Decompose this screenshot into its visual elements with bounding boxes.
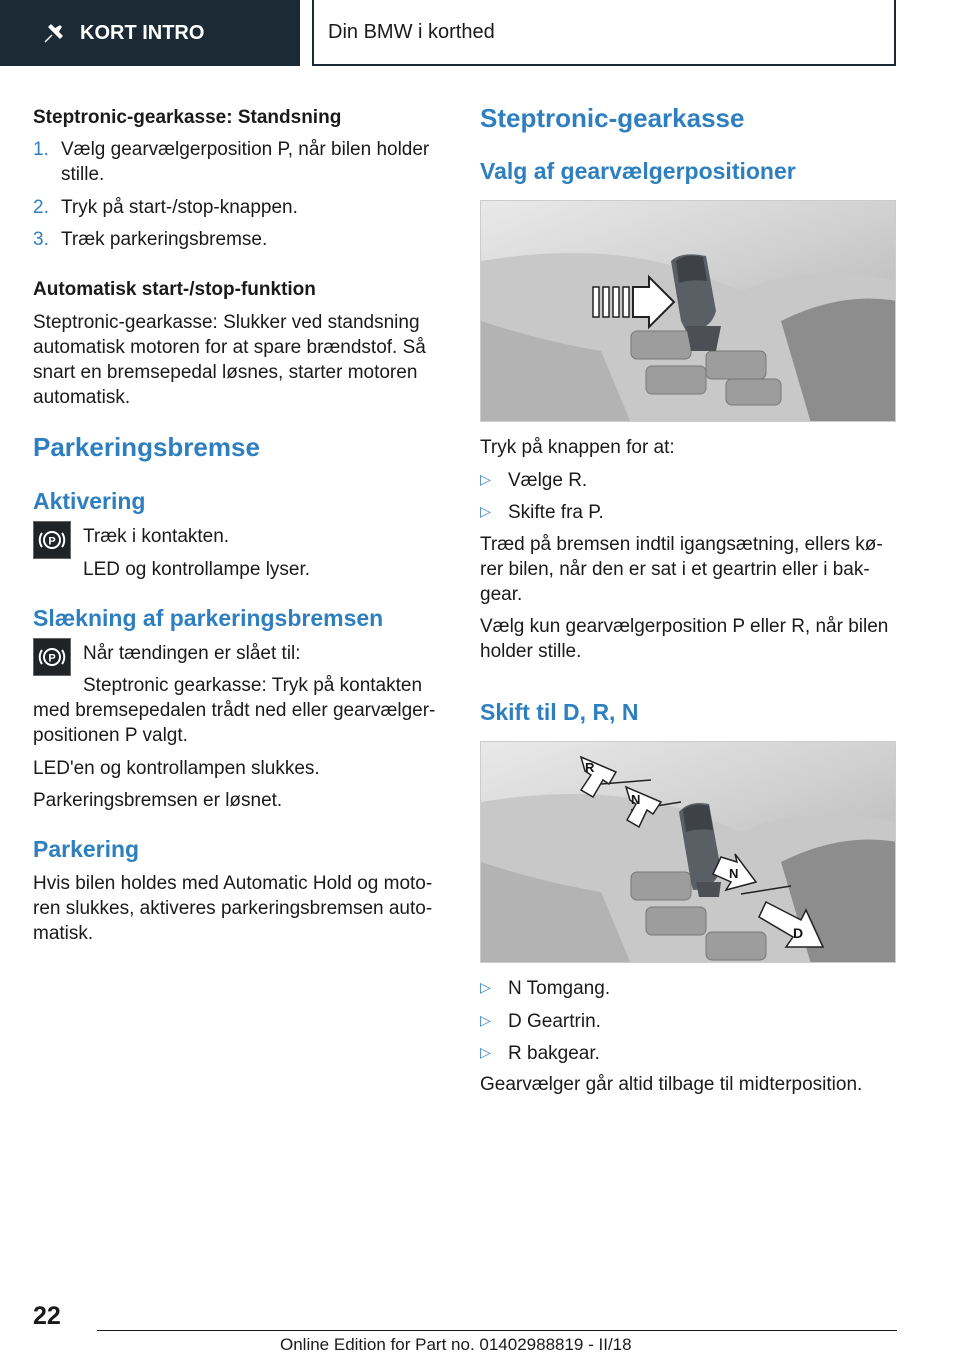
brake-text-line: gear. — [480, 584, 523, 605]
chapter-title-box — [312, 0, 896, 66]
step-2 — [33, 195, 298, 220]
auto-text-line: snart en bremsepedal løsnes, starter motoren — [33, 362, 418, 383]
gear-label-n-lower: N — [729, 866, 739, 881]
page-header — [0, 0, 960, 66]
parking-text-line: ren slukkes, aktiveres parkeringsbremsen auto- — [33, 898, 433, 919]
section-tab[interactable] — [0, 0, 300, 66]
release-text-line: Når tændingen er slået til: — [83, 643, 301, 664]
step-1-cont: stille. — [61, 164, 105, 185]
activation-text-line: LED og kontrollampe lyser. — [83, 559, 311, 580]
step-text: Vælg gearvælgerposition P, når bilen holder — [61, 139, 430, 160]
release-text-line: med bremsepedalen trådt ned eller gearvælger- — [33, 700, 436, 721]
bullet-triangle-icon: ▷ — [480, 1012, 491, 1028]
select-text-line: Vælg kun gearvælgerposition P eller R, når bilen — [480, 616, 889, 637]
release-text-line: Parkeringsbremsen er løsnet. — [33, 790, 283, 811]
standstill-heading: Steptronic-gearkasse: Standsning — [33, 107, 342, 128]
press-item — [480, 467, 587, 493]
parking-title: Parkering — [33, 836, 140, 862]
release-title: Slækning af parkeringsbremsen — [33, 605, 384, 631]
press-item — [480, 499, 604, 525]
footer-divider — [97, 1330, 897, 1331]
gear-label-n: N — [631, 792, 641, 807]
gear-shift-directions-illustration — [480, 741, 896, 963]
parking-brake-switch-icon — [33, 638, 71, 676]
parking-text-line: matisk. — [33, 923, 94, 944]
brake-text-line: Træd på bremsen indtil igangsætning, ellers kø- — [480, 534, 883, 555]
press-item-text: Vælge R. — [508, 470, 588, 491]
gear-item-text: N Tomgang. — [508, 978, 611, 999]
step-3 — [33, 227, 267, 252]
press-intro: Tryk på knappen for at: — [480, 437, 675, 458]
auto-text-line: Steptronic-gearkasse: Slukker ved standsning — [33, 312, 420, 333]
step-number: 2. — [33, 197, 49, 218]
chapter-title: Din BMW i korthed — [328, 20, 495, 43]
auto-text-line: automatisk motoren for at spare brændstof. Så — [33, 337, 426, 358]
step-1 — [33, 137, 429, 162]
return-text: Gearvælger går altid tilbage til midterposition. — [480, 1074, 863, 1095]
auto-text-line: automatisk. — [33, 387, 131, 408]
release-text-line: LED'en og kontrollampen slukkes. — [33, 758, 320, 779]
gear-selector-unlock-illustration — [480, 200, 896, 422]
activation-text-line: Træk i kontakten. — [83, 526, 230, 547]
select-text-line: holder stille. — [480, 641, 582, 662]
press-item-text: Skifte fra P. — [508, 502, 604, 523]
bullet-triangle-icon: ▷ — [480, 503, 491, 519]
shift-title: Skift til D, R, N — [480, 699, 639, 725]
parking-brake-switch-icon — [33, 521, 71, 559]
steptronic-title: Steptronic-gearkasse — [480, 103, 745, 133]
page-number: 22 — [33, 1302, 61, 1330]
bullet-triangle-icon: ▷ — [480, 471, 491, 487]
gear-item-text: R bakgear. — [508, 1043, 600, 1064]
parking-text-line: Hvis bilen holdes med Automatic Hold og moto- — [33, 873, 433, 894]
gear-item — [480, 1008, 601, 1034]
section-tab-label: KORT INTRO — [80, 21, 205, 44]
gear-item — [480, 1040, 600, 1066]
gear-item — [480, 975, 610, 1001]
gear-label-d: D — [793, 925, 804, 941]
auto-start-stop-heading: Automatisk start-/stop-funktion — [33, 279, 316, 300]
pin-icon — [42, 21, 66, 45]
activation-title: Aktivering — [33, 488, 146, 514]
brake-text-line: rer bilen, når den er sat i et geartrin eller i bak- — [480, 559, 870, 580]
gear-item-text: D Geartrin. — [508, 1011, 601, 1032]
gear-label-r: R — [585, 760, 595, 775]
edition-text: Online Edition for Part no. 01402988819 - II/18 — [280, 1335, 632, 1354]
svg-text:P: P — [48, 652, 56, 665]
step-number: 3. — [33, 229, 49, 250]
step-text: Tryk på start-/stop-knappen. — [61, 197, 298, 218]
step-number: 1. — [33, 139, 49, 160]
release-text-line: positionen P valgt. — [33, 725, 188, 746]
svg-text:P: P — [48, 535, 56, 548]
step-text: Træk parkeringsbremse. — [61, 229, 268, 250]
parking-brake-title: Parkeringsbremse — [33, 432, 260, 462]
bullet-triangle-icon: ▷ — [480, 1044, 491, 1060]
release-text-line: Steptronic gearkasse: Tryk på kontakten — [83, 675, 423, 696]
bullet-triangle-icon: ▷ — [480, 979, 491, 995]
gear-selection-subtitle: Valg af gearvælgerpositioner — [480, 158, 796, 184]
